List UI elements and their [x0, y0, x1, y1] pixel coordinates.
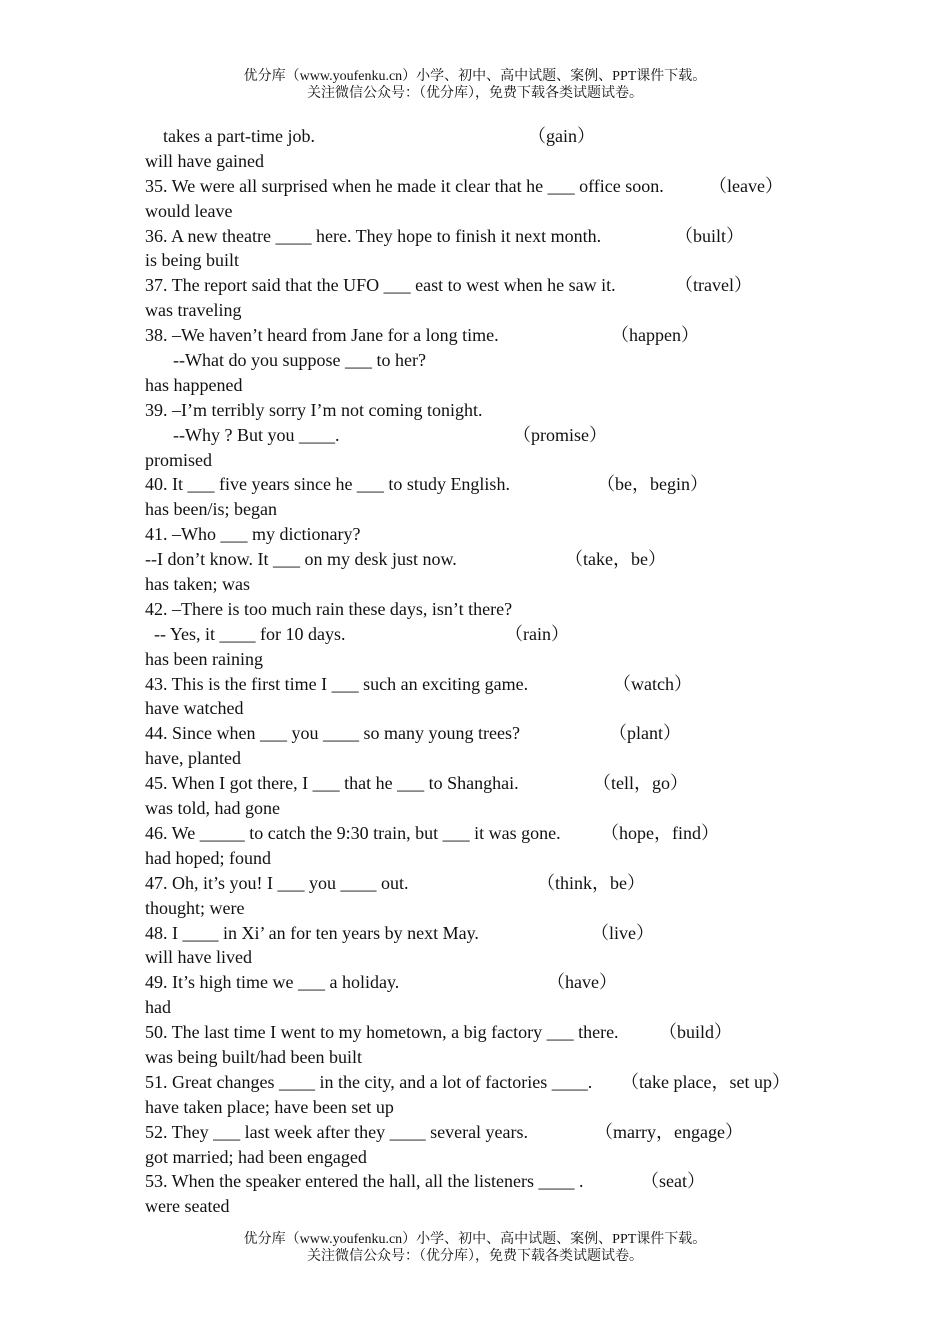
answer-line — [145, 199, 845, 224]
answer-text: has happened — [145, 374, 243, 395]
exercise-line — [145, 273, 845, 298]
footer-line-2: 关注微信公众号：（优分库），免费下载各类试题试卷。 — [307, 1249, 643, 1264]
line-text: 39. –I’m terribly sorry I’m not coming tonight. — [145, 399, 483, 420]
line-text: --I don’t know. It ___ on my desk just now. — [145, 549, 457, 570]
answer-text: have, planted — [145, 748, 241, 769]
answer-text: have taken place; have been set up — [145, 1096, 394, 1117]
verb-hint: （marry，engage） — [595, 1121, 743, 1142]
verb-hint: （plant） — [609, 723, 681, 744]
verb-hint: （tell，go） — [593, 773, 688, 794]
answer-text: thought; were — [145, 897, 245, 918]
line-text: 48. I ____ in Xi’ an for ten years by next May. — [145, 922, 479, 943]
answer-text: was being built/had been built — [145, 1046, 362, 1067]
line-text: 49. It’s high time we ___ a holiday. — [145, 972, 400, 993]
answer-line — [145, 1194, 845, 1219]
exercise-line — [145, 423, 845, 448]
verb-hint: （leave） — [709, 175, 783, 196]
verb-hint: （promise） — [513, 424, 607, 445]
answer-line — [145, 248, 845, 273]
verb-hint: （take，be） — [565, 549, 666, 570]
line-text: 51. Great changes ____ in the city, and a lot of factories ____. — [145, 1071, 593, 1092]
answer-text: will have lived — [145, 947, 252, 968]
answer-text: has been/is; began — [145, 499, 277, 520]
exercise-line — [145, 1169, 845, 1194]
header-line-1: 优分库（www.youfenku.cn）小学、初中、高中试题、案例、PPT课件下载。 — [243, 69, 707, 84]
answer-text: will have gained — [145, 150, 264, 171]
verb-hint: （hope，find） — [601, 822, 719, 843]
line-text: --Why ? But you ____. — [173, 424, 340, 445]
line-text: 35. We were all surprised when he made it clear that he ___ office soon. — [145, 175, 664, 196]
line-text: 38. –We haven’t heard from Jane for a long time. — [145, 325, 499, 346]
answer-text: have watched — [145, 698, 244, 719]
verb-hint: （live） — [591, 922, 654, 943]
verb-hint: （built） — [675, 225, 745, 246]
answer-text: has been raining — [145, 648, 263, 669]
exercise-line — [145, 672, 845, 697]
answer-line — [145, 572, 845, 597]
line-text: 47. Oh, it’s you! I ___ you ____ out. — [145, 872, 409, 893]
exercise-line — [145, 970, 845, 995]
exercise-line — [145, 1020, 845, 1045]
exercise-line — [145, 472, 845, 497]
verb-hint: （rain） — [505, 623, 569, 644]
line-text: 44. Since when ___ you ____ so many young trees? — [145, 723, 520, 744]
line-text: 36. A new theatre ____ here. They hope to finish it next month. — [145, 225, 602, 246]
answer-text: had — [145, 997, 171, 1018]
answer-text: promised — [145, 449, 212, 470]
line-text: --What do you suppose ___ to her? — [173, 350, 426, 371]
verb-hint: （seat） — [641, 1171, 705, 1192]
exercise-line — [145, 1120, 845, 1145]
answer-text: is being built — [145, 250, 239, 271]
answer-line — [145, 846, 845, 871]
exercise-line — [145, 348, 845, 373]
verb-hint: （happen） — [611, 325, 699, 346]
exercise-line — [145, 323, 845, 348]
line-text: 46. We _____ to catch the 9:30 train, but ___ it was gone. — [145, 822, 561, 843]
page-footer — [0, 1231, 950, 1265]
exercise-line — [145, 522, 845, 547]
line-text: 43. This is the first time I ___ such an exciting game. — [145, 673, 529, 694]
exercise-line — [145, 174, 845, 199]
exercise-line — [145, 124, 845, 149]
line-text: 41. –Who ___ my dictionary? — [145, 524, 361, 545]
answer-line — [145, 1145, 845, 1170]
answer-line — [145, 1095, 845, 1120]
verb-hint: （take place，set up） — [621, 1071, 790, 1092]
exercise-line — [145, 597, 845, 622]
answer-line — [145, 896, 845, 921]
answer-line — [145, 497, 845, 522]
answer-text: was told, had gone — [145, 798, 280, 819]
exercise-line — [145, 398, 845, 423]
exercise-line — [145, 224, 845, 249]
answer-text: was traveling — [145, 300, 242, 321]
line-text: 52. They ___ last week after they ____ several years. — [145, 1121, 529, 1142]
line-text: 40. It ___ five years since he ___ to study English. — [145, 474, 510, 495]
answer-line — [145, 796, 845, 821]
verb-hint: （watch） — [613, 673, 692, 694]
exercise-line — [145, 547, 845, 572]
answer-line — [145, 696, 845, 721]
answer-line — [145, 995, 845, 1020]
verb-hint: （think，be） — [537, 872, 645, 893]
exercise-line — [145, 1070, 845, 1095]
answer-text: were seated — [145, 1196, 230, 1217]
page-header — [0, 68, 950, 102]
footer-line-1: 优分库（www.youfenku.cn）小学、初中、高中试题、案例、PPT课件下载。 — [243, 1232, 707, 1247]
answer-line — [145, 298, 845, 323]
verb-hint: （have） — [547, 972, 617, 993]
line-text: 53. When the speaker entered the hall, all the listeners ____ . — [145, 1171, 584, 1192]
answer-text: has taken; was — [145, 574, 250, 595]
line-text: 45. When I got there, I ___ that he ___ to Shanghai. — [145, 773, 519, 794]
verb-hint: （gain） — [528, 126, 595, 146]
answer-line — [145, 149, 845, 174]
line-text: takes a part-time job. — [163, 126, 315, 146]
answer-line — [145, 647, 845, 672]
exercise-line — [145, 622, 845, 647]
verb-hint: （travel） — [675, 275, 752, 296]
line-text: -- Yes, it ____ for 10 days. — [154, 623, 346, 644]
exercise-line — [145, 921, 845, 946]
answer-line — [145, 1045, 845, 1070]
exercise-line — [145, 721, 845, 746]
answer-text: would leave — [145, 200, 233, 221]
answer-line — [145, 373, 845, 398]
answer-line — [145, 945, 845, 970]
line-text: 42. –There is too much rain these days, isn’t there? — [145, 598, 513, 619]
verb-hint: （build） — [659, 1022, 733, 1043]
exercise-content — [145, 124, 845, 1219]
answer-text: got married; had been engaged — [145, 1146, 367, 1167]
answer-line — [145, 746, 845, 771]
answer-line — [145, 448, 845, 473]
answer-text: had hoped; found — [145, 847, 271, 868]
exercise-line — [145, 821, 845, 846]
verb-hint: （be，begin） — [597, 474, 708, 495]
exercise-line — [145, 871, 845, 896]
line-text: 37. The report said that the UFO ___ east to west when he saw it. — [145, 275, 616, 296]
exercise-line — [145, 771, 845, 796]
header-line-2: 关注微信公众号：（优分库），免费下载各类试题试卷。 — [307, 86, 643, 101]
line-text: 50. The last time I went to my hometown, a big factory ___ there. — [145, 1022, 619, 1043]
